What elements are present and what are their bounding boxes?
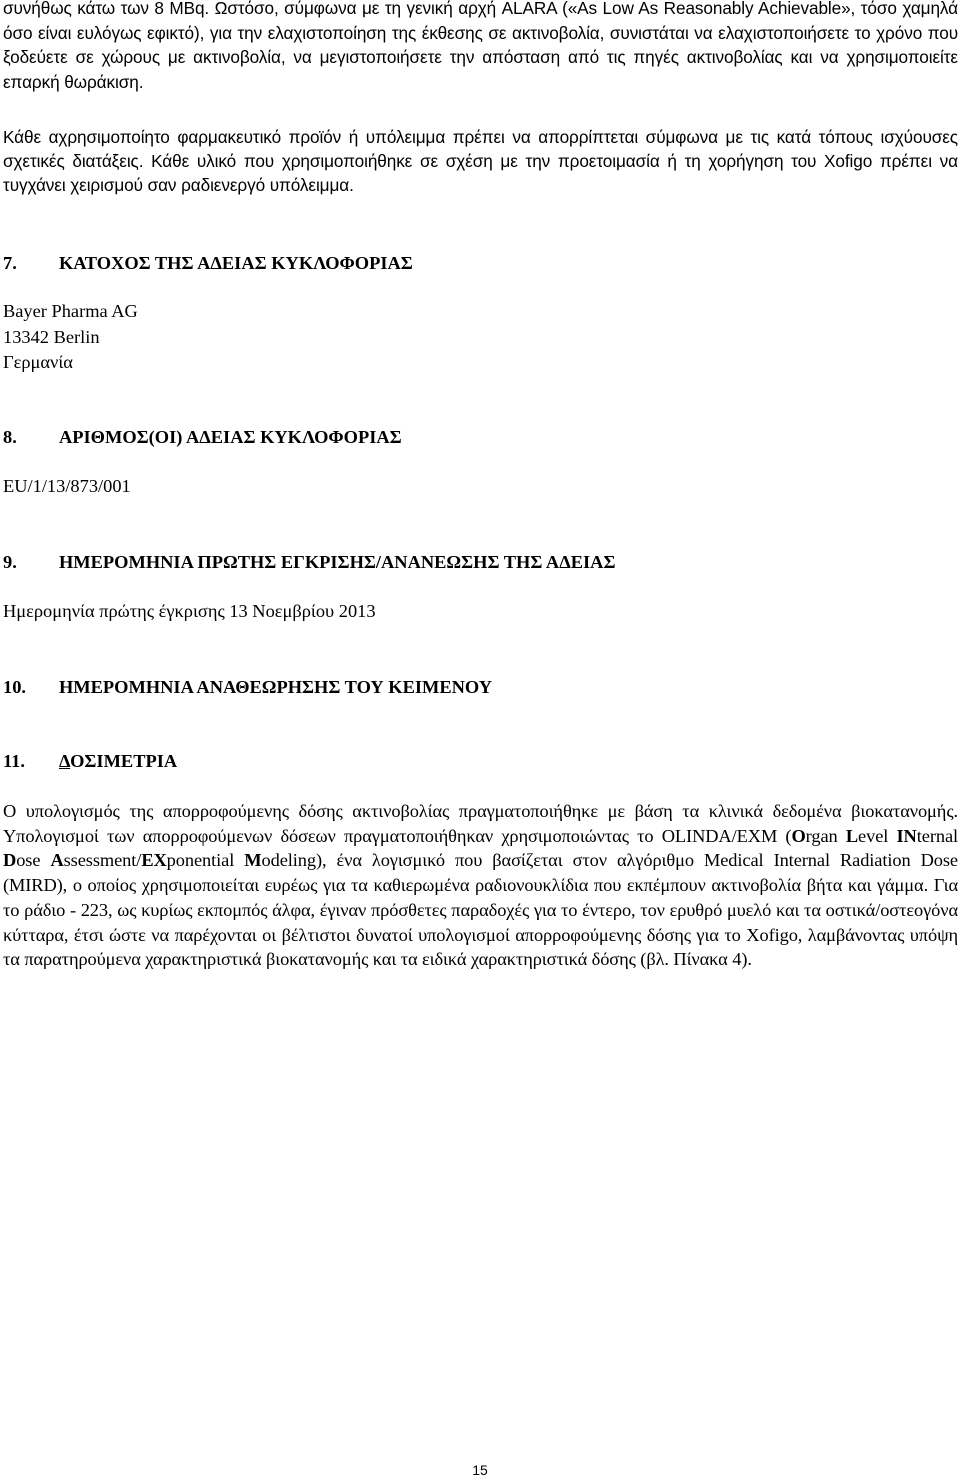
olinda-a: A xyxy=(50,850,64,871)
olinda-l-rest: evel xyxy=(858,825,897,846)
holder-country: Γερμανία xyxy=(3,352,73,372)
olinda-o: O xyxy=(791,825,806,846)
olinda-a-rest: ssessment/ xyxy=(63,850,142,871)
olinda-l: L xyxy=(845,825,859,846)
section-10-number: 10. xyxy=(3,677,26,697)
olinda-in-rest: ternal xyxy=(916,825,959,846)
olinda-ex-rest: ponential xyxy=(166,850,245,871)
paragraph-disposal: Κάθε αχρησιμοποίητο φαρμακευτικό προϊόν ή υπόλειμμα πρέπει να απορρίπτεται σύμφωνα με τις κατά τόπους ισχύουσες σχετικές διατάξεις. Κάθε υλικό που χρησιμοποιήθηκε σε σχέση με την προετοιμασία ή τη χορήγηση του Xofigo πρέπει να τυγχάνει χειρισμού σαν ραδιενεργό υπόλειμμα. xyxy=(3,127,958,195)
olinda-d-rest: ose xyxy=(16,850,51,871)
authorisation-number: EU/1/13/873/001 xyxy=(3,476,131,496)
section-10-heading xyxy=(3,675,492,699)
section-11-title-rest: ΟΣΙΜΕΤΡΙΑ xyxy=(70,751,178,771)
section-7-title: ΚΑΤΟΧΟΣ ΤΗΣ ΑΔΕΙΑΣ ΚΥΚΛΟΦΟΡΙΑΣ xyxy=(59,253,413,273)
first-authorisation-date: Ημερομηνία πρώτης έγκρισης 13 Νοεμβρίου 2013 xyxy=(3,601,376,621)
page-number: 15 xyxy=(472,1462,488,1478)
section-9-number: 9. xyxy=(3,552,17,572)
dosimetry-text-a: Ο υπολογισμός της απορροφούμενης δόσης ακτινοβολίας πραγματοποιήθηκε με βάση τα κλινικά δεδομένα βιοκατανομής. Υπολογισμοί των απορροφούμενων δόσεων πραγματοποιήθηκαν χρησιμοποιώντας το OLINDA/EXM ( xyxy=(3,801,958,846)
olinda-ex: EX xyxy=(141,850,167,871)
section-9-title: ΗΜΕΡΟΜΗΝΙΑ ΠΡΩΤΗΣ ΕΓΚΡΙΣΗΣ/ΑΝΑΝΕΩΣΗΣ ΤΗΣ ΑΔΕΙΑΣ xyxy=(59,552,616,572)
section-7-heading xyxy=(3,251,413,275)
dosimetry-text-b: odeling), ένα λογισμικό που βασίζεται στον αλγόριθμο Medical Internal Radiation Dose (MIRD), ο οποίος χρησιμοποιείται ευρέως για τα καθιερωμένα ραδιονουκλίδια που εκπέμπουν ακτινοβολία βήτα και γάμμα. Για το ράδιο - 223, ως κυρίως εκπομπός άλφα, έγιναν πρόσθετες παραδοχές για το έντερο, τον ερυθρό μυελό και τα οστικά/οστεογόνα κύτταρα, έτσι ώστε να παρέχονται οι βέλτιστοι δυνατοί υπολογισμοί απορροφούμενης δόσης για το Xofigo, λαμβάνοντας υπόψη τα παρατηρούμενα χαρακτηριστικά βιοκατανομής και τα ειδικά χαρακτηριστικά δόσης (βλ. Πίνακα 4). xyxy=(3,850,958,970)
section-11-title xyxy=(59,749,177,773)
section-11-number: 11. xyxy=(3,751,25,771)
paragraph-alara: συνήθως κάτω των 8 MBq. Ωστόσο, σύμφωνα με τη γενική αρχή ALARA («As Low As Reasonably Achievable», τόσο χαμηλά όσο είναι ευλόγως εφικτό), για την ελαχιστοποίηση της έκθεσης σε ακτινοβολία, συνιστάται να ελαχιστοποιήσετε το χρόνο που ξοδεύετε σε χώρους με ακτινοβολία, να μεγιστοποιήσετε την απόσταση από τις πηγές ακτινοβολίας και να χρησιμοποιείτε επαρκή θωράκιση. xyxy=(3,0,958,92)
olinda-d: D xyxy=(3,850,17,871)
section-11-title-underlined: Δ xyxy=(59,751,71,771)
paragraph-dosimetry xyxy=(3,799,958,972)
section-9-heading xyxy=(3,550,615,574)
section-11-heading xyxy=(3,749,177,773)
section-8-number: 8. xyxy=(3,427,17,447)
section-10-title: ΗΜΕΡΟΜΗΝΙΑ ΑΝΑΘΕΩΡΗΣΗΣ ΤΟΥ ΚΕΙΜΕΝΟΥ xyxy=(59,677,493,697)
olinda-o-rest: rgan xyxy=(805,825,846,846)
holder-company: Bayer Pharma AG xyxy=(3,301,138,321)
section-7-number: 7. xyxy=(3,253,17,273)
section-8-title: ΑΡΙΘΜΟΣ(ΟΙ) ΑΔΕΙΑΣ ΚΥΚΛΟΦΟΡΙΑΣ xyxy=(59,427,402,447)
marketing-authorisation-holder xyxy=(3,299,138,376)
holder-city: 13342 Berlin xyxy=(3,326,100,347)
section-8-heading xyxy=(3,425,402,449)
olinda-m: M xyxy=(244,850,262,871)
olinda-in: IN xyxy=(896,825,917,846)
